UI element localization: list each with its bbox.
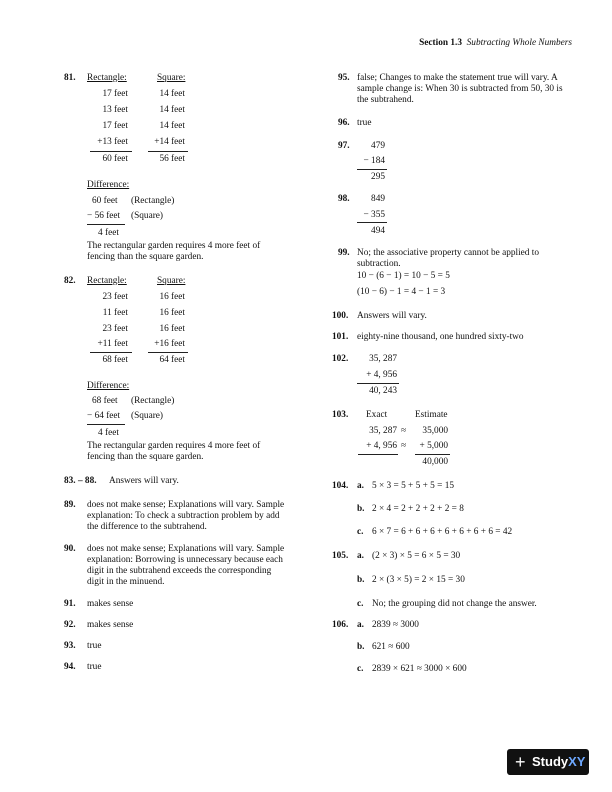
problem-number: 103. xyxy=(332,410,349,420)
problem-number: 101. xyxy=(332,332,349,342)
minuend: 849 xyxy=(371,194,385,204)
problem-number: 97. xyxy=(338,141,350,151)
part-label: c. xyxy=(357,599,364,609)
answer-text: No; the associative property cannot be applied to subtraction. xyxy=(357,248,540,270)
problem-number: 90. xyxy=(64,544,76,554)
estimate-sum: 40,000 xyxy=(422,457,448,467)
subtraction-rule xyxy=(357,169,387,170)
addend: + 4, 956 xyxy=(366,370,397,380)
part-label: b. xyxy=(357,575,365,585)
difference-rule xyxy=(87,224,125,225)
part-label: a. xyxy=(357,551,364,561)
subtrahend: − 184 xyxy=(363,156,385,166)
exact-value: + 4, 956 xyxy=(366,441,397,451)
difference-rule xyxy=(87,424,125,425)
conclusion-text: The rectangular garden requires 4 more feet of fencing than the square garden. xyxy=(87,441,261,463)
subtraction-rule xyxy=(357,222,387,223)
problem-number: 100. xyxy=(332,311,349,321)
rect-value: 23 feet xyxy=(102,324,128,334)
problem-number: 91. xyxy=(64,599,76,609)
rectangle-label: Rectangle: xyxy=(87,73,127,83)
square-value: 14 feet xyxy=(159,121,185,131)
square-value: 14 feet xyxy=(159,105,185,115)
problem-number: 92. xyxy=(64,620,76,630)
sum-rule xyxy=(90,352,132,353)
square-value: +16 feet xyxy=(154,339,185,349)
difference-label: Difference: xyxy=(87,180,130,190)
problem-number: 94. xyxy=(64,662,76,672)
problem-number: 98. xyxy=(338,194,350,204)
problem-number: 99. xyxy=(338,248,350,258)
difference: 494 xyxy=(371,226,385,236)
square-total: 64 feet xyxy=(159,355,185,365)
page-header xyxy=(419,38,572,49)
square-label: Square: xyxy=(157,73,186,83)
plus-icon: + xyxy=(515,752,526,772)
sum-rule xyxy=(357,383,399,384)
answer-text: true xyxy=(87,662,102,672)
part-answer: 5 × 3 = 5 + 5 + 5 = 15 xyxy=(372,481,454,491)
minuend: 479 xyxy=(371,141,385,151)
rect-total: 68 feet xyxy=(102,355,128,365)
studyxy-logo[interactable] xyxy=(507,749,589,775)
sum-rule xyxy=(148,352,188,353)
problem-number: 96. xyxy=(338,118,350,128)
difference-subtrahend: − 64 feet xyxy=(87,411,121,421)
problem-number: 104. xyxy=(332,481,349,491)
part-label: b. xyxy=(357,642,365,652)
subtrahend: − 355 xyxy=(363,210,385,220)
problem-number: 82. xyxy=(64,276,76,286)
sum-rule xyxy=(358,454,398,455)
answer-text: false; Changes to make the statement true will vary. A sample change is: When 30 is subtracted from 50, 30 is the subtrahend. xyxy=(357,73,563,106)
square-value: 14 feet xyxy=(159,89,185,99)
difference-label: Difference: xyxy=(87,381,130,391)
difference-minuend: 60 feet xyxy=(92,196,118,206)
answer-text: true xyxy=(357,118,372,128)
rect-value: 23 feet xyxy=(102,292,128,302)
approx-sign: ≈ xyxy=(401,426,407,436)
problem-number: 102. xyxy=(332,354,349,364)
square-value: 16 feet xyxy=(159,308,185,318)
section-title: Subtracting Whole Numbers xyxy=(466,38,572,48)
part-answer: No; the grouping did not change the answer. xyxy=(372,599,537,609)
rect-value: 13 feet xyxy=(102,105,128,115)
answer-text: true xyxy=(87,641,102,651)
logo-text: StudyXY xyxy=(532,754,586,769)
answer-text: Answers will vary. xyxy=(357,311,427,321)
problem-number: 95. xyxy=(338,73,350,83)
estimate-value: + 5,000 xyxy=(419,441,448,451)
difference-minuend: 68 feet xyxy=(92,396,118,406)
estimate-value: 35,000 xyxy=(422,426,448,436)
problem-number: 93. xyxy=(64,641,76,651)
sum-rule xyxy=(148,151,188,152)
part-label: a. xyxy=(357,620,364,630)
rectangle-label: Rectangle: xyxy=(87,276,127,286)
equation: 10 − (6 − 1) = 10 − 5 = 5 xyxy=(357,271,450,281)
part-label: c. xyxy=(357,527,364,537)
rect-value: +11 feet xyxy=(97,339,128,349)
part-answer: (2 × 3) × 5 = 6 × 5 = 30 xyxy=(372,551,461,561)
part-answer: 2 × 4 = 2 + 2 + 2 + 2 = 8 xyxy=(372,504,464,514)
exact-label: Exact xyxy=(366,410,388,420)
part-answer: 2839 ≈ 3000 xyxy=(372,620,419,630)
difference: 295 xyxy=(371,172,385,182)
part-answer: 2 × (3 × 5) = 2 × 15 = 30 xyxy=(372,575,465,585)
section-number: Section 1.3 xyxy=(419,38,462,48)
square-total: 56 feet xyxy=(159,154,185,164)
rect-total: 60 feet xyxy=(102,154,128,164)
answer-text: does not make sense; Explanations will vary. Sample explanation: To check a subtraction problem by add the difference to the subtrahend. xyxy=(87,500,285,533)
part-label: c. xyxy=(357,664,364,674)
difference-result: 4 feet xyxy=(98,428,119,438)
difference-result: 4 feet xyxy=(98,228,119,238)
sum-rule xyxy=(90,151,132,152)
difference-subtrahend: − 56 feet xyxy=(87,211,121,221)
part-label: b. xyxy=(357,504,365,514)
answer-text: does not make sense; Explanations will vary. Sample explanation: Borrowing is unnecessary because each digit in the subtrahend exceeds the corresponding digit in the minuend. xyxy=(87,544,285,588)
part-label: a. xyxy=(357,481,364,491)
conclusion-text: The rectangular garden requires 4 more feet of fencing than the square garden. xyxy=(87,241,261,263)
square-value: +14 feet xyxy=(154,137,185,147)
part-answer: 6 × 7 = 6 + 6 + 6 + 6 + 6 + 6 + 6 = 42 xyxy=(372,527,513,537)
problem-number: 105. xyxy=(332,551,349,561)
part-answer: 621 ≈ 600 xyxy=(372,642,410,652)
equation: (10 − 6) − 1 = 4 − 1 = 3 xyxy=(357,287,446,297)
addend: 35, 287 xyxy=(369,354,397,364)
rect-value: 17 feet xyxy=(102,89,128,99)
square-value: 16 feet xyxy=(159,292,185,302)
problem-number: 106. xyxy=(332,620,349,630)
square-label: Square: xyxy=(157,276,186,286)
problem-number: 89. xyxy=(64,500,76,510)
sum-rule xyxy=(415,454,450,455)
problem-number: 83. – 88. xyxy=(64,476,97,486)
answer-text: Answers will vary. xyxy=(109,476,179,486)
answer-text: eighty-nine thousand, one hundred sixty-two xyxy=(357,332,524,342)
exact-value: 35, 287 xyxy=(369,426,397,436)
sum: 40, 243 xyxy=(369,386,397,396)
rect-value: +13 feet xyxy=(97,137,128,147)
answer-text: makes sense xyxy=(87,620,134,630)
square-value: 16 feet xyxy=(159,324,185,334)
difference-tag: (Square) xyxy=(131,211,164,221)
problem-number: 81. xyxy=(64,73,76,83)
difference-tag: (Square) xyxy=(131,411,164,421)
part-answer: 2839 × 621 ≈ 3000 × 600 xyxy=(372,664,467,674)
difference-tag: (Rectangle) xyxy=(131,396,175,406)
approx-sign: ≈ xyxy=(401,441,407,451)
answer-text: makes sense xyxy=(87,599,134,609)
difference-tag: (Rectangle) xyxy=(131,196,175,206)
rect-value: 11 feet xyxy=(102,308,128,318)
rect-value: 17 feet xyxy=(102,121,128,131)
estimate-label: Estimate xyxy=(415,410,448,420)
